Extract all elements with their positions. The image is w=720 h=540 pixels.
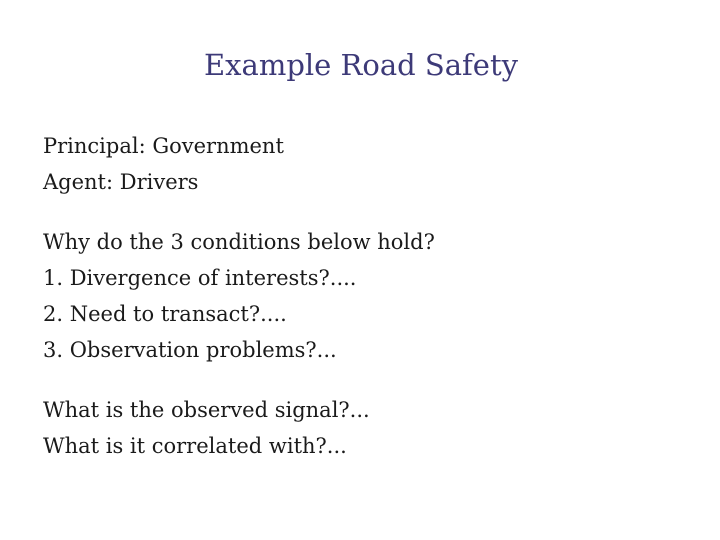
spacer xyxy=(43,200,683,224)
role-agent: Agent: Drivers xyxy=(43,170,199,194)
conditions-question: Why do the 3 conditions below hold? xyxy=(43,230,435,254)
slide-title-text: Example Road Safety xyxy=(204,48,518,82)
condition-item-1: 1. Divergence of interests?.... xyxy=(43,266,357,290)
spacer xyxy=(43,368,683,392)
slide-body xyxy=(43,128,683,464)
condition-item-2: 2. Need to transact?.... xyxy=(43,302,287,326)
signal-question-2: What is it correlated with?... xyxy=(43,434,347,458)
role-principal: Principal: Government xyxy=(43,134,284,158)
slide-title xyxy=(0,48,720,82)
signal-question-1: What is the observed signal?... xyxy=(43,398,370,422)
condition-item-3: 3. Observation problems?... xyxy=(43,338,337,362)
